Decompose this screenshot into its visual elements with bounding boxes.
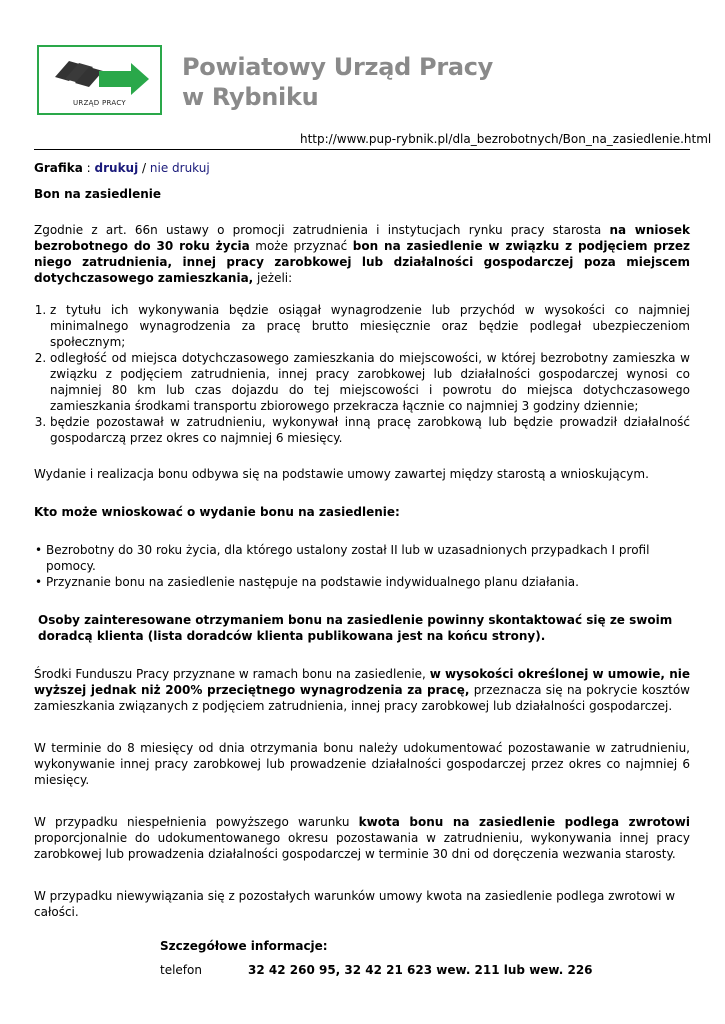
- logo: [37, 45, 162, 115]
- intro-paragraph: Zgodnie z art. 66n ustawy o promocji zatrudnienia i instytucjach rynku pracy starosta na wniosek bezrobotnego do 30 roku życia może przyznać bon na zasiedlenie w związku z podjęciem przez niego zatrudnienia, innej pracy zarobkowej lub działalności gospodarczej poza miejscem dotychczasowego zamieszkania, jeżeli:: [34, 223, 690, 285]
- details-heading: Szczegółowe informacje:: [160, 939, 328, 953]
- print-link[interactable]: drukuj: [94, 161, 139, 175]
- condition-item: 1. z tytułu ich wykonywania będzie osiągał wynagrodzenie lub przychód w wysokości co najmniej minimalnego wynagrodzenia za pracę brutto miesięcznie oraz będzie podlegał ubezpieczeniom społecznym;: [50, 302, 690, 350]
- condition-item: 3. będzie pozostawał w zatrudnieniu, wykonywał inną pracę zarobkową lub będzie prowadził działalność gospodarczą przez okres co najmniej 6 miesięcy.: [50, 414, 690, 446]
- main-content: [34, 160, 690, 920]
- page-title: Bon na zasiedlenie: [34, 187, 162, 201]
- term-paragraph: W terminie do 8 miesięcy od dnia otrzymania bonu należy udokumentować pozostawanie w zatrudnieniu, wykonywanie innej pracy zarobkowej lub prowadzenie działalności gospodarczej przez okres co najmniej 6 miesięcy.: [34, 741, 690, 787]
- page-url: http://www.pup-rybnik.pl/dla_bezrobotnych/Bon_na_zasiedlenie.html: [300, 132, 712, 146]
- graphics-sep-1: :: [82, 161, 95, 175]
- org-name-line-1: Powiatowy Urząd Pracy: [182, 53, 494, 81]
- conditions-list: [34, 302, 690, 446]
- issuance-paragraph: Wydanie i realizacja bonu odbywa się na podstawie umowy zawartej między starostą a wnioskującym.: [34, 467, 649, 481]
- graphics-sep-2: /: [138, 161, 150, 175]
- graphics-toggle: [34, 160, 690, 176]
- who-item: • Przyznanie bonu na zasiedlenie następuje na podstawie indywidualnego planu działania.: [46, 574, 690, 590]
- who-list: [34, 542, 690, 590]
- funds-paragraph: Środki Funduszu Pracy przyznane w ramach bonu na zasiedlenie, w wysokości określonej w umowie, nie wyższej jednak niż 200% przeciętnego wynagrodzenia za pracę, przeznacza się na pokrycie kosztów zamieszkania związanych z podjęciem zatrudnienia, innej pracy zarobkowej lub działalności gospodarczej.: [34, 667, 690, 713]
- no-print-link[interactable]: nie drukuj: [149, 161, 210, 175]
- phone-row: [160, 962, 593, 978]
- graphics-label: Grafika: [34, 161, 83, 175]
- who-item: • Bezrobotny do 30 roku życia, dla którego ustalony został II lub w uzasadnionych przypadkach I profil pomocy.: [46, 542, 690, 574]
- organization-name: [182, 52, 493, 112]
- contact-note: Osoby zainteresowane otrzymaniem bonu na zasiedlenie powinny skontaktować się ze swoim doradcą klienta (lista doradców klienta publikowana jest na końcu strony).: [38, 613, 673, 643]
- logo-caption: URZĄD PRACY: [73, 99, 126, 107]
- logo-arrow: [99, 63, 149, 95]
- full-refund-paragraph: W przypadku niewywiązania się z pozostałych warunków umowy kwota na zasiedlenie podlega zwrotowi w całości.: [34, 889, 676, 919]
- condition-item: 2. odległość od miejsca dotychczasowego zamieszkania do miejscowości, w której bezrobotny zamieszka w związku z podjęciem zatrudnienia, innej pracy zarobkowej lub działalności gospodarczej wynosi co najmniej 80 km lub czas dojazdu do tej miejscowości i powrotu do miejsca dotychczasowego zamieszkania środkami transportu zbiorowego przekracza łącznie co najmniej 3 godziny dziennie;: [50, 350, 690, 414]
- header-divider: [34, 149, 690, 150]
- phone-label: telefon: [160, 963, 202, 977]
- who-heading: Kto może wnioskować o wydanie bonu na zasiedlenie:: [34, 505, 400, 519]
- org-name-line-2: w Rybniku: [182, 83, 319, 111]
- refund-paragraph: W przypadku niespełnienia powyższego warunku kwota bonu na zasiedlenie podlega zwrotowi proporcjonalnie do udokumentowanego okresu pozostawania w zatrudnieniu, wykonywania innej pracy zarobkowej lub prowadzenia działalności gospodarczej w terminie 30 dni od doręczenia wezwania starosty.: [34, 815, 690, 861]
- phone-value: 32 42 260 95, 32 42 21 623 wew. 211 lub wew. 226: [248, 963, 593, 977]
- details-section: [160, 938, 593, 978]
